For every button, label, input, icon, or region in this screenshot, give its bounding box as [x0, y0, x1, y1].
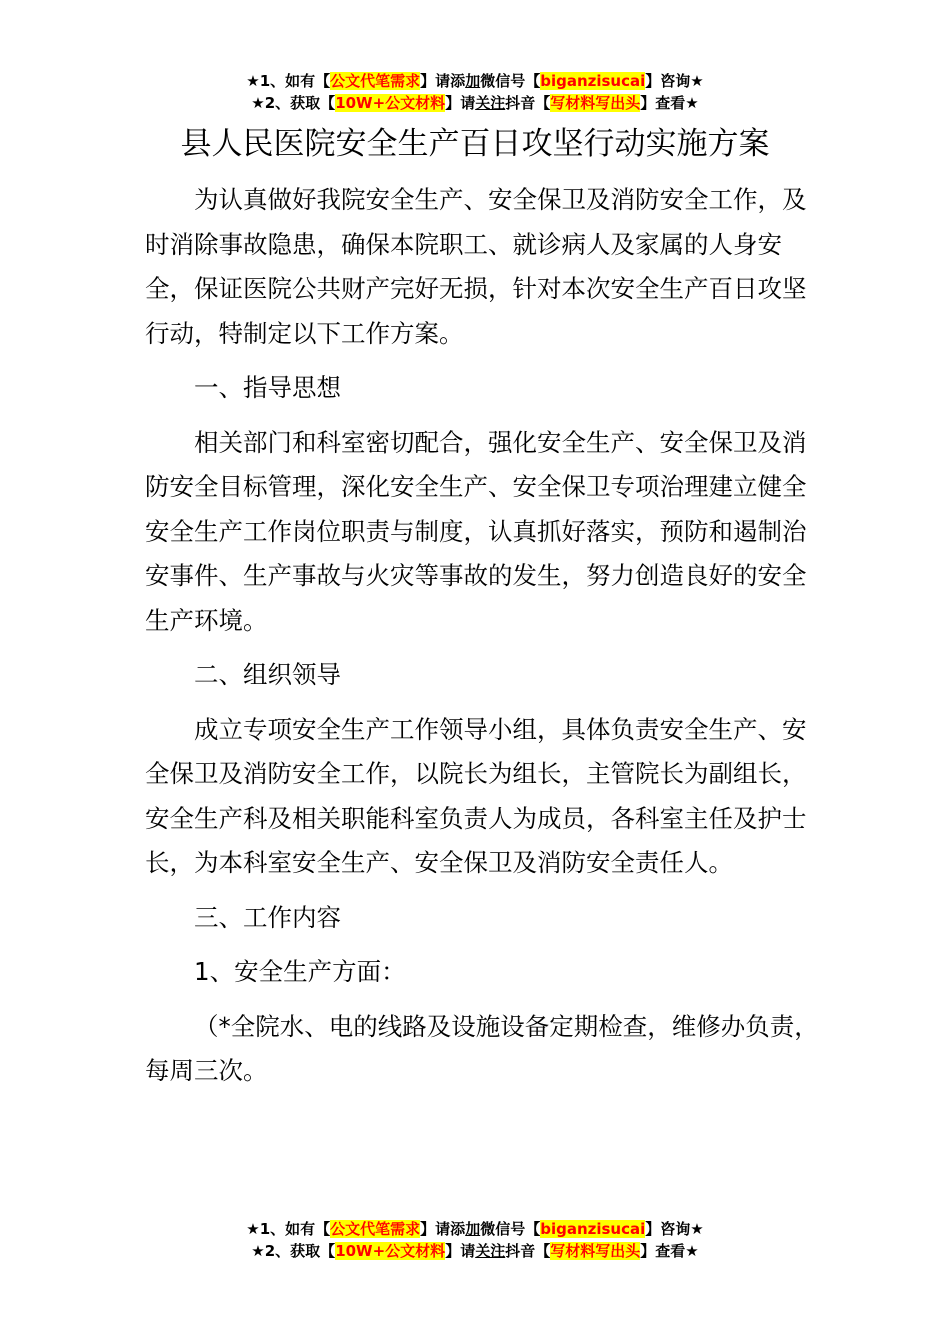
- promo-line-1: [0, 1218, 950, 1240]
- promo-banner-bottom: [0, 1218, 950, 1262]
- promo-highlight: biganzisucai: [540, 1220, 646, 1238]
- promo-underline: 加: [465, 1220, 481, 1238]
- section-heading-3: 三、工作内容: [194, 902, 341, 932]
- document-body: [145, 178, 825, 1104]
- promo-text: 】咨询★: [645, 72, 704, 90]
- section-body-2: 成立专项安全生产工作领导小组，具体负责安全生产、安全保卫及消防安全工作，以院长为组长，主管院长为副组长，安全生产科及相关职能科室负责人为成员，各科室主任及护士长，为本科室安全生产、安全保卫及消防安全责任人。: [145, 714, 807, 877]
- promo-text: 抖音【: [505, 94, 551, 112]
- promo-underline: 加: [465, 72, 481, 90]
- section-heading-1: 一、指导思想: [194, 373, 341, 402]
- section-body-1: 相关部门和科室密切配合，强化安全生产、安全保卫及消防安全目标管理，深化安全生产、安全保卫专项治理建立健全安全生产工作岗位职责与制度，认真抓好落实，预防和遏制治安事件、生产事故与火灾等事故的发生，努力创造良好的安全生产环境。: [145, 427, 807, 635]
- promo-highlight: 10W+公文材料: [335, 94, 446, 112]
- promo-underline: 关注: [475, 94, 506, 112]
- promo-text: ★2、获取【: [251, 94, 336, 112]
- promo-text: 】请: [445, 1242, 476, 1260]
- section-heading-2: 二、组织领导: [194, 660, 341, 689]
- promo-text: ★2、获取【: [251, 1242, 336, 1260]
- promo-line-2: [0, 1240, 950, 1262]
- promo-highlight: 写材料写出头: [550, 1242, 641, 1260]
- promo-text: 】请: [445, 94, 476, 112]
- item-heading-1: 1、安全生产方面：: [194, 957, 406, 986]
- promo-line-1: [0, 70, 950, 92]
- promo-text: 微信号【: [480, 72, 541, 90]
- item-body-1: （*全院水、电的线路及设施设备定期检查，维修办负责，每周三次。: [145, 1011, 819, 1085]
- promo-text: 】查看★: [640, 1242, 699, 1260]
- promo-banner-top: [0, 70, 950, 114]
- promo-highlight: biganzisucai: [540, 72, 646, 90]
- promo-line-2: [0, 92, 950, 114]
- promo-highlight: 10W+公文材料: [335, 1242, 446, 1260]
- promo-highlight: 公文代笔需求: [330, 1220, 421, 1238]
- promo-text: ★1、如有【: [246, 72, 331, 90]
- promo-text: ★1、如有【: [246, 1220, 331, 1238]
- promo-text: 】请添: [420, 1220, 466, 1238]
- promo-text: 】请添: [420, 72, 466, 90]
- promo-text: 】咨询★: [645, 1220, 704, 1238]
- intro-paragraph: 为认真做好我院安全生产、安全保卫及消防安全工作，及时消除事故隐患，确保本院职工、就诊病人及家属的人身安全，保证医院公共财产完好无损，针对本次安全生产百日攻坚行动，特制定以下工作方案。: [145, 185, 807, 348]
- promo-text: 微信号【: [480, 1220, 541, 1238]
- promo-text: 抖音【: [505, 1242, 551, 1260]
- promo-highlight: 公文代笔需求: [330, 72, 421, 90]
- promo-underline: 关注: [475, 1242, 506, 1260]
- promo-highlight: 写材料写出头: [550, 94, 641, 112]
- document-title: 县人民医院安全生产百日攻坚行动实施方案: [180, 126, 770, 162]
- promo-text: 】查看★: [640, 94, 699, 112]
